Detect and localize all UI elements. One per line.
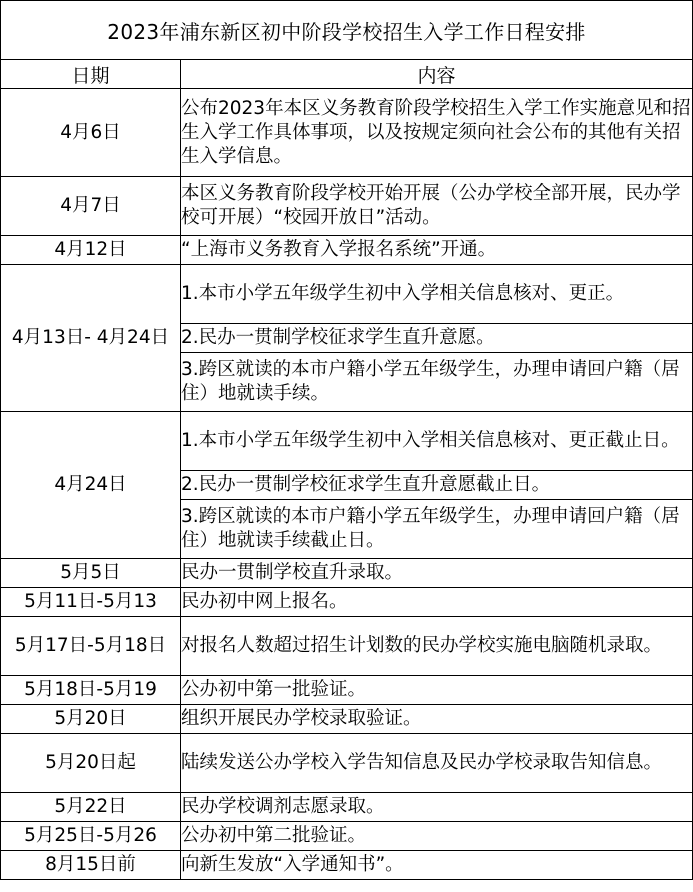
date-cell: 5月20日 <box>1 705 181 734</box>
content-cell: 3.跨区就读的本市户籍小学五年级学生，办理申请回户籍（居住）地就读手续。 <box>181 353 693 412</box>
date-cell: 4月7日 <box>1 177 181 236</box>
date-cell: 5月18日-5月19 <box>1 676 181 705</box>
table-row <box>1 265 693 324</box>
date-cell: 4月13日- 4月24日 <box>1 265 181 412</box>
table-row <box>1 412 693 471</box>
table-row <box>1 734 693 793</box>
content-cell: 民办学校调剂志愿录取。 <box>181 793 693 822</box>
content-cell: 2.民办一贯制学校征求学生直升意愿截止日。 <box>181 471 693 500</box>
content-cell: 3.跨区就读的本市户籍小学五年级学生，办理申请回户籍（居住）地就读手续截止日。 <box>181 500 693 559</box>
table-row <box>1 89 693 177</box>
content-cell: 民办一贯制学校直升录取。 <box>181 559 693 588</box>
content-cell: 公办初中第二批验证。 <box>181 822 693 851</box>
date-cell: 4月12日 <box>1 236 181 265</box>
content-cell: 公布2023年本区义务教育阶段学校招生入学工作实施意见和招生入学工作具体事项，以及按规定须向社会公布的其他有关招生入学信息。 <box>181 89 693 177</box>
table-row <box>1 851 693 880</box>
content-cell: 对报名人数超过招生计划数的民办学校实施电脑随机录取。 <box>181 617 693 676</box>
table-row <box>1 559 693 588</box>
date-cell: 4月24日 <box>1 412 181 559</box>
content-cell: 本区义务教育阶段学校开始开展（公办学校全部开展，民办学校可开展）“校园开放日”活动。 <box>181 177 693 236</box>
column-header-date: 日期 <box>1 60 181 89</box>
table-row <box>1 793 693 822</box>
content-cell: 2.民办一贯制学校征求学生直升意愿。 <box>181 324 693 353</box>
table-row <box>1 676 693 705</box>
table-row <box>1 177 693 236</box>
table-row <box>1 236 693 265</box>
table-row <box>1 588 693 617</box>
table-row <box>1 617 693 676</box>
content-cell: “上海市义务教育入学报名系统”开通。 <box>181 236 693 265</box>
date-cell: 5月22日 <box>1 793 181 822</box>
content-cell: 组织开展民办学校录取验证。 <box>181 705 693 734</box>
date-cell: 5月11日-5月13 <box>1 588 181 617</box>
content-cell: 公办初中第一批验证。 <box>181 676 693 705</box>
date-cell: 4月6日 <box>1 89 181 177</box>
column-header-content: 内容 <box>181 60 693 89</box>
date-cell: 8月15日前 <box>1 851 181 880</box>
header-row <box>1 60 693 89</box>
table-row <box>1 705 693 734</box>
title-row <box>1 1 693 60</box>
date-cell: 5月5日 <box>1 559 181 588</box>
date-cell: 5月17日-5月18日 <box>1 617 181 676</box>
page-title: 2023年浦东新区初中阶段学校招生入学工作日程安排 <box>1 1 693 60</box>
date-cell: 5月25日-5月26 <box>1 822 181 851</box>
content-cell: 1.本市小学五年级学生初中入学相关信息核对、更正。 <box>181 265 693 324</box>
content-cell: 陆续发送公办学校入学告知信息及民办学校录取告知信息。 <box>181 734 693 793</box>
content-cell: 民办初中网上报名。 <box>181 588 693 617</box>
content-cell: 1.本市小学五年级学生初中入学相关信息核对、更正截止日。 <box>181 412 693 471</box>
table-row <box>1 822 693 851</box>
content-cell: 向新生发放“入学通知书”。 <box>181 851 693 880</box>
date-cell: 5月20日起 <box>1 734 181 793</box>
